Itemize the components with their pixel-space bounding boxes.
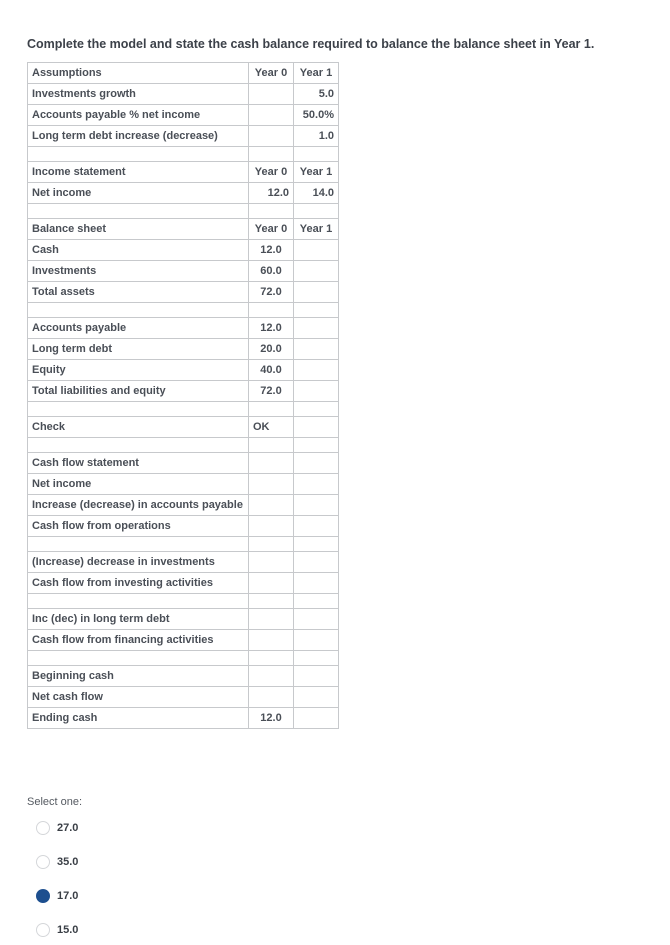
row-label: Cash flow from financing activities — [28, 630, 249, 651]
table-row — [28, 453, 339, 474]
column-header-year1: Year 1 — [294, 219, 339, 240]
cell-year1 — [294, 318, 339, 339]
spacer-row — [28, 651, 339, 666]
cell-year1 — [294, 240, 339, 261]
section-header-balance-sheet: Balance sheet — [28, 219, 249, 240]
cell-year1 — [294, 282, 339, 303]
spacer-row — [28, 537, 339, 552]
answer-option-label: 17.0 — [57, 890, 79, 902]
spacer-row — [28, 303, 339, 318]
row-label: Net income — [28, 474, 249, 495]
cell-year1 — [294, 417, 339, 438]
cell-year1 — [294, 339, 339, 360]
table-row — [28, 282, 339, 303]
column-header-year0: Year 0 — [249, 63, 294, 84]
table-row — [28, 417, 339, 438]
row-label: Long term debt — [28, 339, 249, 360]
table-row — [28, 339, 339, 360]
column-header-year1: Year 1 — [294, 63, 339, 84]
cell-year1 — [294, 381, 339, 402]
cell-year0 — [249, 516, 294, 537]
cell-year1: 1.0 — [294, 126, 339, 147]
table-row — [28, 687, 339, 708]
answer-option-label: 15.0 — [57, 924, 79, 936]
cell-year1 — [294, 360, 339, 381]
row-label: Total assets — [28, 282, 249, 303]
table-row — [28, 240, 339, 261]
row-label: Inc (dec) in long term debt — [28, 609, 249, 630]
check-status: OK — [249, 417, 294, 438]
answer-option-label: 35.0 — [57, 856, 79, 868]
row-label: Equity — [28, 360, 249, 381]
table-row — [28, 105, 339, 126]
table-row — [28, 261, 339, 282]
row-label: Investments — [28, 261, 249, 282]
financial-model-table — [27, 62, 339, 729]
cell-year0 — [249, 84, 294, 105]
radio-button[interactable] — [36, 889, 50, 903]
column-header-year0: Year 0 — [249, 162, 294, 183]
select-one-prompt: Select one: — [27, 796, 83, 808]
cell-year0 — [249, 573, 294, 594]
cell-year0: 20.0 — [249, 339, 294, 360]
cell-year1 — [294, 630, 339, 651]
answer-option-label: 27.0 — [57, 822, 79, 834]
section-header-cash-flow-statement: Cash flow statement — [28, 453, 249, 474]
cell-year1 — [294, 516, 339, 537]
row-label: (Increase) decrease in investments — [28, 552, 249, 573]
table-row — [28, 183, 339, 204]
cell-year0: 72.0 — [249, 381, 294, 402]
spacer-row — [28, 594, 339, 609]
table-row — [28, 474, 339, 495]
cell-year0: 12.0 — [249, 318, 294, 339]
table-row — [28, 516, 339, 537]
cell-year0: 40.0 — [249, 360, 294, 381]
cell-year0 — [249, 495, 294, 516]
row-label: Ending cash — [28, 708, 249, 729]
radio-button[interactable] — [36, 923, 50, 937]
cell-year0 — [249, 552, 294, 573]
table-row — [28, 609, 339, 630]
row-label: Net cash flow — [28, 687, 249, 708]
cell-year1: 14.0 — [294, 183, 339, 204]
table-row — [28, 666, 339, 687]
row-label: Accounts payable % net income — [28, 105, 249, 126]
cell-year1 — [294, 261, 339, 282]
cell-year0 — [249, 666, 294, 687]
row-label: Cash — [28, 240, 249, 261]
row-label: Cash flow from investing activities — [28, 573, 249, 594]
row-label: Net income — [28, 183, 249, 204]
table-row — [28, 162, 339, 183]
answer-option[interactable] — [36, 820, 78, 836]
cell-year1 — [294, 474, 339, 495]
radio-button[interactable] — [36, 855, 50, 869]
table-row — [28, 84, 339, 105]
cell-year0: 12.0 — [249, 708, 294, 729]
row-label: Beginning cash — [28, 666, 249, 687]
cell-year0 — [249, 105, 294, 126]
cell-year0: 72.0 — [249, 282, 294, 303]
cell-year0: 60.0 — [249, 261, 294, 282]
table-row — [28, 381, 339, 402]
row-label: Increase (decrease) in accounts payable — [28, 495, 249, 516]
row-label: Accounts payable — [28, 318, 249, 339]
answer-option[interactable] — [36, 854, 78, 870]
table-row — [28, 63, 339, 84]
cell-year0 — [249, 126, 294, 147]
radio-button[interactable] — [36, 821, 50, 835]
cell-year1: 50.0% — [294, 105, 339, 126]
spacer-row — [28, 147, 339, 162]
table-row — [28, 495, 339, 516]
cell-year1 — [294, 687, 339, 708]
cell-year0 — [249, 474, 294, 495]
section-header-assumptions: Assumptions — [28, 63, 249, 84]
question-text: Complete the model and state the cash balance required to balance the balance sheet in Year 1. — [27, 37, 595, 51]
table-row — [28, 360, 339, 381]
cell-year0: 12.0 — [249, 183, 294, 204]
table-row — [28, 318, 339, 339]
table-row — [28, 126, 339, 147]
cell-year1: 5.0 — [294, 84, 339, 105]
spacer-row — [28, 204, 339, 219]
column-header-year1: Year 1 — [294, 162, 339, 183]
spacer-row — [28, 402, 339, 417]
column-header-year0: Year 0 — [249, 219, 294, 240]
table-row — [28, 219, 339, 240]
cell-year1 — [294, 495, 339, 516]
cell-year1 — [294, 573, 339, 594]
section-header-income-statement: Income statement — [28, 162, 249, 183]
row-label: Investments growth — [28, 84, 249, 105]
table-row — [28, 552, 339, 573]
spacer-row — [28, 438, 339, 453]
cell-year0 — [249, 609, 294, 630]
row-label: Check — [28, 417, 249, 438]
cell-year0: 12.0 — [249, 240, 294, 261]
cell-year0 — [249, 687, 294, 708]
answer-option[interactable] — [36, 888, 78, 904]
row-label: Cash flow from operations — [28, 516, 249, 537]
cell-year1 — [294, 708, 339, 729]
table-row — [28, 630, 339, 651]
cell-year0 — [249, 630, 294, 651]
row-label: Total liabilities and equity — [28, 381, 249, 402]
cell-year1 — [294, 609, 339, 630]
answer-option[interactable] — [36, 922, 78, 938]
table-row — [28, 573, 339, 594]
row-label: Long term debt increase (decrease) — [28, 126, 249, 147]
cell-year1 — [294, 666, 339, 687]
cell-year1 — [294, 552, 339, 573]
table-row — [28, 708, 339, 729]
